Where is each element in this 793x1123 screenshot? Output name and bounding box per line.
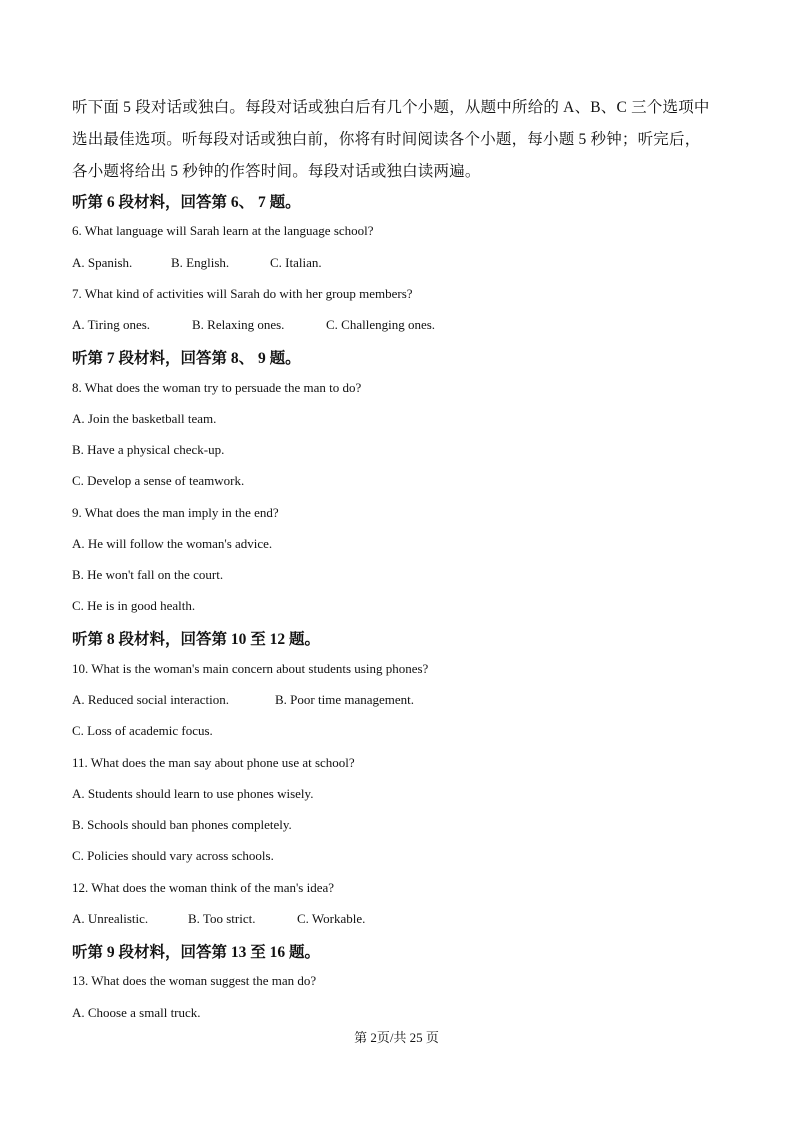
intro-line-1: 听下面 5 段对话或独白。每段对话或独白后有几个小题，从题中所给的 A、B、C 三个选项中 bbox=[72, 99, 710, 116]
option-12-a: A. Unrealistic. bbox=[72, 911, 149, 926]
option-13-a: A. Choose a small truck. bbox=[72, 1005, 201, 1020]
options-7 bbox=[72, 317, 435, 333]
question-9: 9. What does the man imply in the end? bbox=[72, 505, 279, 520]
section-heading-7: 听第 7 段材料，回答第 8、 9 题。 bbox=[72, 350, 301, 367]
question-6: 6. What language will Sarah learn at the language school? bbox=[72, 223, 374, 238]
option-11-a: A. Students should learn to use phones wisely. bbox=[72, 786, 314, 801]
option-8-c: C. Develop a sense of teamwork. bbox=[72, 473, 245, 488]
intro-line-3: 各小题将给出 5 秒钟的作答时间。每段对话或独白读两遍。 bbox=[72, 163, 481, 180]
option-10-b: B. Poor time management. bbox=[275, 692, 415, 707]
section-heading-8: 听第 8 段材料，回答第 10 至 12 题。 bbox=[72, 631, 321, 648]
section-heading-9: 听第 9 段材料，回答第 13 至 16 题。 bbox=[72, 944, 321, 961]
option-11-b: B. Schools should ban phones completely. bbox=[72, 817, 292, 832]
options-10-row bbox=[72, 692, 414, 708]
question-12: 12. What does the woman think of the man's idea? bbox=[72, 880, 335, 895]
option-11-c: C. Policies should vary across schools. bbox=[72, 848, 274, 863]
option-7-a: A. Tiring ones. bbox=[72, 317, 151, 332]
page-footer: 第 2页/共 25 页 bbox=[354, 1030, 439, 1045]
option-9-a: A. He will follow the woman's advice. bbox=[72, 536, 273, 551]
option-8-a: A. Join the basketball team. bbox=[72, 411, 217, 426]
intro-line-2: 选出最佳选项。听每段对话或独白前，你将有时间阅读各个小题，每小题 5 秒钟；听完后， bbox=[72, 131, 701, 148]
option-9-c: C. He is in good health. bbox=[72, 598, 196, 613]
option-7-c: C. Challenging ones. bbox=[326, 317, 436, 332]
option-12-b: B. Too strict. bbox=[188, 911, 256, 926]
option-9-b: B. He won't fall on the court. bbox=[72, 567, 224, 582]
question-8: 8. What does the woman try to persuade the man to do? bbox=[72, 380, 362, 395]
section-heading-6: 听第 6 段材料，回答第 6、 7 题。 bbox=[72, 194, 301, 211]
option-6-c: C. Italian. bbox=[270, 255, 322, 270]
question-7: 7. What kind of activities will Sarah do with her group members? bbox=[72, 286, 413, 301]
option-10-c: C. Loss of academic focus. bbox=[72, 723, 213, 738]
question-10: 10. What is the woman's main concern about students using phones? bbox=[72, 661, 429, 676]
option-6-a: A. Spanish. bbox=[72, 255, 133, 270]
option-10-a: A. Reduced social interaction. bbox=[72, 692, 230, 707]
option-7-b: B. Relaxing ones. bbox=[192, 317, 285, 332]
option-6-b: B. English. bbox=[171, 255, 230, 270]
options-6 bbox=[72, 255, 322, 271]
option-8-b: B. Have a physical check-up. bbox=[72, 442, 225, 457]
option-12-c: C. Workable. bbox=[297, 911, 366, 926]
question-11: 11. What does the man say about phone use at school? bbox=[72, 755, 355, 770]
question-13: 13. What does the woman suggest the man do? bbox=[72, 973, 317, 988]
options-12 bbox=[72, 911, 365, 927]
